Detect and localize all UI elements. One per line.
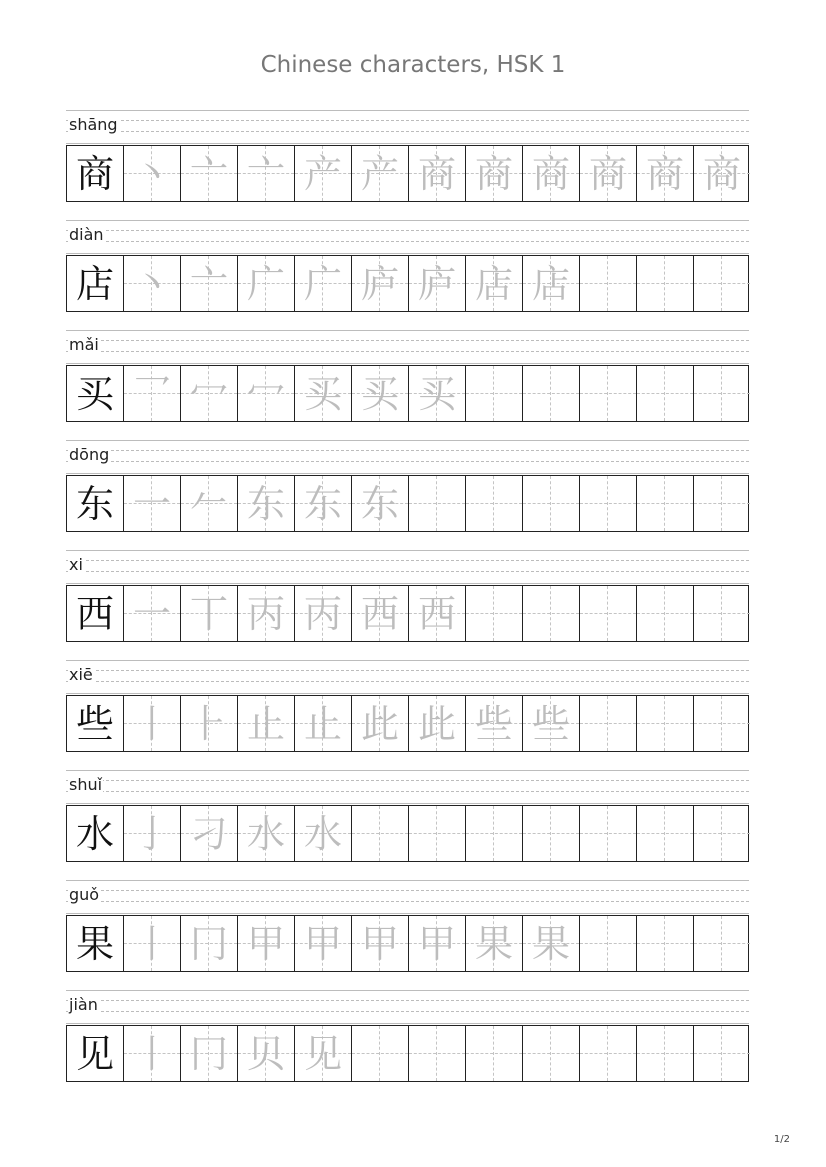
model-character: 见	[75, 1031, 114, 1076]
stroke-step-character: 亠	[189, 151, 228, 196]
stroke-step-character: 冂	[189, 921, 228, 966]
trace-cell	[466, 146, 523, 201]
trace-cell	[694, 696, 750, 751]
trace-cell	[181, 916, 238, 971]
pinyin-guide-lines	[66, 220, 749, 253]
writing-grid	[66, 475, 749, 532]
model-character-cell	[67, 696, 124, 751]
stroke-step-character: 买	[303, 371, 342, 416]
trace-cell	[124, 146, 181, 201]
stroke-step-character: 店	[474, 261, 513, 306]
stroke-step-character	[694, 1026, 750, 1081]
stroke-step-character: 丶	[132, 261, 171, 306]
trace-cell	[694, 806, 750, 861]
stroke-step-character: 买	[417, 371, 456, 416]
stroke-step-character	[637, 586, 693, 641]
trace-cell	[238, 806, 295, 861]
trace-cell	[637, 366, 694, 421]
trace-cell	[466, 696, 523, 751]
stroke-step-character	[694, 586, 750, 641]
stroke-step-character: 广	[303, 261, 342, 306]
trace-cell	[124, 696, 181, 751]
stroke-step-character	[694, 476, 750, 531]
trace-cell	[466, 476, 523, 531]
stroke-step-character	[694, 806, 750, 861]
writing-grid	[66, 365, 749, 422]
trace-cell	[181, 366, 238, 421]
trace-cell	[580, 806, 637, 861]
model-character-cell	[67, 366, 124, 421]
stroke-step-character: 商	[645, 151, 684, 196]
pinyin-guide-lines	[66, 880, 749, 913]
trace-cell	[409, 586, 466, 641]
trace-cell	[295, 806, 352, 861]
stroke-step-character: 丨	[132, 921, 171, 966]
writing-grid	[66, 1025, 749, 1082]
stroke-step-character: 丙	[303, 591, 342, 636]
model-character: 些	[75, 701, 114, 746]
stroke-step-character: 产	[303, 151, 342, 196]
trace-cell	[409, 256, 466, 311]
stroke-step-character: 止	[303, 701, 342, 746]
stroke-step-character	[580, 366, 636, 421]
pinyin-label: mǎi	[69, 335, 99, 354]
trace-cell	[580, 256, 637, 311]
trace-cell	[523, 1026, 580, 1081]
trace-cell	[409, 806, 466, 861]
model-character: 果	[75, 921, 114, 966]
model-character: 商	[75, 151, 114, 196]
pinyin-label: diàn	[69, 225, 104, 244]
trace-cell	[637, 146, 694, 201]
practice-row	[66, 220, 749, 314]
model-character-cell	[67, 806, 124, 861]
practice-row	[66, 440, 749, 534]
pinyin-label: xi	[69, 555, 83, 574]
stroke-step-character: 丅	[189, 591, 228, 636]
stroke-step-character: 甲	[360, 921, 399, 966]
trace-cell	[637, 1026, 694, 1081]
trace-cell	[352, 256, 409, 311]
stroke-step-character: 西	[360, 591, 399, 636]
writing-grid	[66, 585, 749, 642]
trace-cell	[580, 366, 637, 421]
trace-cell	[295, 366, 352, 421]
trace-cell	[238, 586, 295, 641]
stroke-step-character: 丨	[132, 1031, 171, 1076]
trace-cell	[352, 146, 409, 201]
trace-cell	[238, 366, 295, 421]
trace-cell	[523, 146, 580, 201]
stroke-step-character	[409, 1026, 465, 1081]
trace-cell	[124, 916, 181, 971]
stroke-step-character: 冂	[189, 1031, 228, 1076]
stroke-step-character: 丶	[132, 151, 171, 196]
stroke-step-character: 刁	[189, 811, 228, 856]
stroke-step-character: 广	[246, 261, 285, 306]
trace-cell	[694, 1026, 750, 1081]
trace-cell	[352, 476, 409, 531]
trace-cell	[580, 916, 637, 971]
stroke-step-character	[637, 366, 693, 421]
stroke-step-character: 𠂉	[189, 481, 228, 526]
page-title: Chinese characters, HSK 1	[260, 52, 566, 78]
trace-cell	[238, 916, 295, 971]
pinyin-guide-lines	[66, 330, 749, 363]
trace-cell	[466, 366, 523, 421]
stroke-step-character: 丨	[132, 701, 171, 746]
model-character: 东	[75, 481, 114, 526]
stroke-step-character: 甲	[417, 921, 456, 966]
stroke-step-character	[523, 476, 579, 531]
pinyin-label: guǒ	[69, 885, 100, 904]
trace-cell	[181, 696, 238, 751]
trace-cell	[181, 1026, 238, 1081]
stroke-step-character: 冖	[246, 371, 285, 416]
model-character: 水	[75, 811, 114, 856]
trace-cell	[295, 256, 352, 311]
practice-row	[66, 770, 749, 864]
stroke-step-character: 亠	[246, 151, 285, 196]
trace-cell	[409, 916, 466, 971]
stroke-step-character: 西	[417, 591, 456, 636]
stroke-step-character: 买	[360, 371, 399, 416]
practice-row	[66, 330, 749, 424]
pinyin-label: shāng	[69, 115, 118, 134]
writing-grid	[66, 915, 749, 972]
trace-cell	[637, 256, 694, 311]
trace-cell	[637, 476, 694, 531]
trace-cell	[295, 586, 352, 641]
stroke-step-character: 果	[531, 921, 570, 966]
stroke-step-character: 见	[303, 1031, 342, 1076]
stroke-step-character: 一	[132, 591, 171, 636]
stroke-step-character: 庐	[360, 261, 399, 306]
trace-cell	[523, 366, 580, 421]
trace-cell	[409, 366, 466, 421]
stroke-step-character	[466, 586, 522, 641]
stroke-step-character: 贝	[246, 1031, 285, 1076]
trace-cell	[694, 146, 750, 201]
stroke-step-character	[409, 476, 465, 531]
trace-cell	[181, 806, 238, 861]
trace-cell	[295, 1026, 352, 1081]
trace-cell	[466, 1026, 523, 1081]
stroke-step-character	[466, 476, 522, 531]
stroke-step-character: 丙	[246, 591, 285, 636]
pinyin-label: shuǐ	[69, 775, 103, 794]
practice-row	[66, 880, 749, 974]
pinyin-label: dōng	[69, 445, 110, 464]
stroke-step-character: 东	[360, 481, 399, 526]
stroke-step-character: 些	[531, 701, 570, 746]
trace-cell	[124, 476, 181, 531]
trace-cell	[694, 586, 750, 641]
stroke-step-character	[637, 696, 693, 751]
trace-cell	[295, 476, 352, 531]
stroke-step-character: 东	[246, 481, 285, 526]
trace-cell	[352, 916, 409, 971]
model-character-cell	[67, 476, 124, 531]
stroke-step-character	[523, 806, 579, 861]
trace-cell	[124, 806, 181, 861]
stroke-step-character: 产	[360, 151, 399, 196]
model-character-cell	[67, 916, 124, 971]
stroke-step-character: 水	[246, 811, 285, 856]
stroke-step-character: 果	[474, 921, 513, 966]
practice-row	[66, 990, 749, 1084]
stroke-step-character	[352, 806, 408, 861]
writing-grid	[66, 255, 749, 312]
trace-cell	[181, 146, 238, 201]
trace-cell	[352, 696, 409, 751]
stroke-step-character: 此	[417, 701, 456, 746]
model-character: 西	[75, 591, 114, 636]
trace-cell	[409, 696, 466, 751]
model-character: 买	[75, 371, 114, 416]
trace-cell	[124, 366, 181, 421]
trace-cell	[523, 586, 580, 641]
trace-cell	[238, 146, 295, 201]
trace-cell	[409, 1026, 466, 1081]
trace-cell	[238, 476, 295, 531]
trace-cell	[523, 696, 580, 751]
pinyin-label: jiàn	[69, 995, 98, 1014]
model-character-cell	[67, 1026, 124, 1081]
stroke-step-character	[523, 366, 579, 421]
trace-cell	[352, 806, 409, 861]
trace-cell	[523, 806, 580, 861]
trace-cell	[466, 256, 523, 311]
practice-row	[66, 110, 749, 204]
stroke-step-character: 商	[417, 151, 456, 196]
stroke-step-character: 一	[132, 481, 171, 526]
stroke-step-character	[694, 256, 750, 311]
stroke-step-character	[637, 916, 693, 971]
pinyin-guide-lines	[66, 440, 749, 473]
stroke-step-character	[694, 916, 750, 971]
stroke-step-character: 甲	[303, 921, 342, 966]
stroke-step-character	[694, 366, 750, 421]
trace-cell	[124, 256, 181, 311]
trace-cell	[181, 256, 238, 311]
stroke-step-character	[580, 916, 636, 971]
stroke-step-character	[637, 476, 693, 531]
stroke-step-character: 乛	[132, 371, 171, 416]
trace-cell	[238, 256, 295, 311]
trace-cell	[466, 586, 523, 641]
stroke-step-character	[580, 586, 636, 641]
stroke-step-character: 止	[246, 701, 285, 746]
stroke-step-character	[466, 366, 522, 421]
model-character-cell	[67, 256, 124, 311]
trace-cell	[181, 476, 238, 531]
stroke-step-character: 亅	[132, 811, 171, 856]
stroke-step-character	[580, 256, 636, 311]
trace-cell	[238, 696, 295, 751]
trace-cell	[523, 916, 580, 971]
stroke-step-character	[637, 256, 693, 311]
trace-cell	[580, 476, 637, 531]
writing-grid	[66, 805, 749, 862]
model-character-cell	[67, 146, 124, 201]
trace-cell	[124, 1026, 181, 1081]
stroke-step-character	[580, 806, 636, 861]
stroke-step-character: 此	[360, 701, 399, 746]
stroke-step-character	[580, 476, 636, 531]
trace-cell	[409, 146, 466, 201]
stroke-step-character	[580, 1026, 636, 1081]
practice-row	[66, 550, 749, 644]
trace-cell	[580, 146, 637, 201]
trace-cell	[238, 1026, 295, 1081]
trace-cell	[580, 1026, 637, 1081]
model-character: 店	[75, 261, 114, 306]
trace-cell	[181, 586, 238, 641]
trace-cell	[295, 916, 352, 971]
trace-cell	[523, 256, 580, 311]
stroke-step-character	[580, 696, 636, 751]
trace-cell	[124, 586, 181, 641]
practice-row	[66, 660, 749, 754]
stroke-step-character: 东	[303, 481, 342, 526]
stroke-step-character: 商	[702, 151, 741, 196]
stroke-step-character: 庐	[417, 261, 456, 306]
trace-cell	[466, 806, 523, 861]
stroke-step-character: 商	[531, 151, 570, 196]
stroke-step-character	[637, 1026, 693, 1081]
trace-cell	[352, 366, 409, 421]
stroke-step-character: ⺊	[189, 701, 228, 746]
trace-cell	[694, 256, 750, 311]
stroke-step-character	[694, 696, 750, 751]
stroke-step-character: 商	[588, 151, 627, 196]
trace-cell	[523, 476, 580, 531]
stroke-step-character: 亠	[189, 261, 228, 306]
pinyin-guide-lines	[66, 110, 749, 143]
trace-cell	[295, 696, 352, 751]
trace-cell	[637, 806, 694, 861]
pinyin-guide-lines	[66, 550, 749, 583]
writing-grid	[66, 695, 749, 752]
stroke-step-character: 些	[474, 701, 513, 746]
page-number: 1/2	[773, 1134, 790, 1145]
writing-grid	[66, 145, 749, 202]
pinyin-guide-lines	[66, 770, 749, 803]
trace-cell	[580, 586, 637, 641]
stroke-step-character: 冖	[189, 371, 228, 416]
stroke-step-character	[523, 586, 579, 641]
stroke-step-character	[637, 806, 693, 861]
trace-cell	[295, 146, 352, 201]
stroke-step-character: 甲	[246, 921, 285, 966]
trace-cell	[637, 916, 694, 971]
stroke-step-character	[409, 806, 465, 861]
stroke-step-character	[466, 1026, 522, 1081]
trace-cell	[637, 586, 694, 641]
trace-cell	[637, 696, 694, 751]
trace-cell	[694, 476, 750, 531]
model-character-cell	[67, 586, 124, 641]
pinyin-guide-lines	[66, 660, 749, 693]
stroke-step-character: 商	[474, 151, 513, 196]
trace-cell	[466, 916, 523, 971]
stroke-step-character: 水	[303, 811, 342, 856]
pinyin-label: xiē	[69, 665, 93, 684]
trace-cell	[694, 366, 750, 421]
stroke-step-character	[352, 1026, 408, 1081]
trace-cell	[580, 696, 637, 751]
trace-cell	[352, 586, 409, 641]
pinyin-guide-lines	[66, 990, 749, 1023]
trace-cell	[352, 1026, 409, 1081]
stroke-step-character	[466, 806, 522, 861]
trace-cell	[694, 916, 750, 971]
stroke-step-character: 店	[531, 261, 570, 306]
trace-cell	[409, 476, 466, 531]
stroke-step-character	[523, 1026, 579, 1081]
